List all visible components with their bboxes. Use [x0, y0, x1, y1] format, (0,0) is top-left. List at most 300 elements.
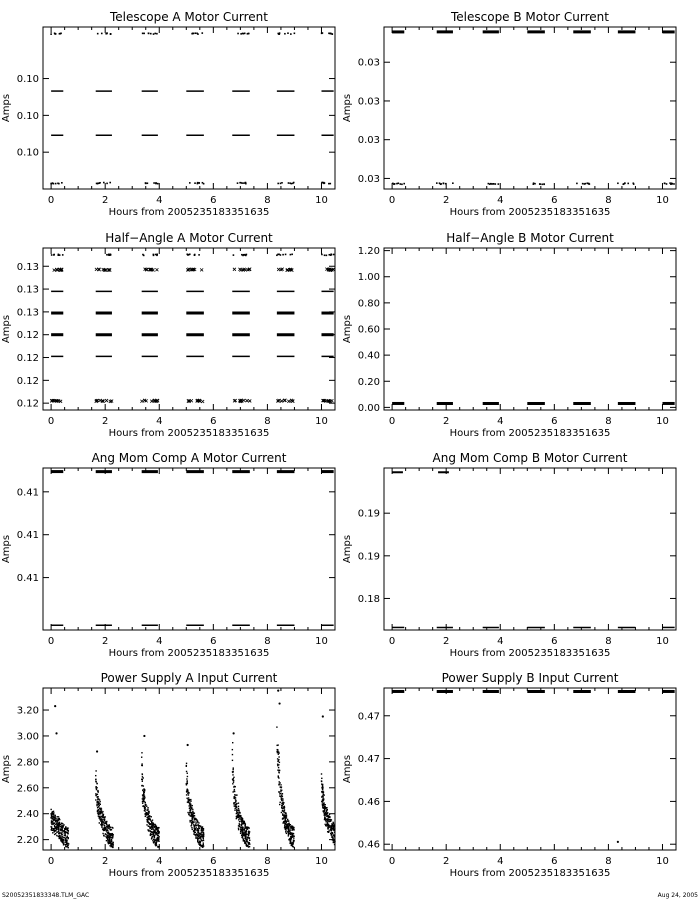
- data-point: [334, 844, 335, 845]
- data-point: [244, 33, 246, 35]
- data-point: [243, 821, 244, 822]
- data-point: [58, 828, 59, 829]
- data-point: [51, 814, 52, 815]
- y-tick-label: 0.40: [357, 350, 380, 362]
- data-point: [488, 183, 490, 185]
- data-point: [278, 33, 280, 35]
- data-point: [238, 806, 239, 807]
- data-point: [105, 822, 106, 823]
- data-point: [61, 832, 62, 833]
- data-point: [440, 183, 442, 185]
- x-tick-label: 10: [656, 195, 669, 206]
- data-point: [242, 826, 243, 827]
- y-tick-label: 0.19: [357, 551, 380, 563]
- plot-frame: [384, 688, 676, 850]
- data-point: [57, 818, 58, 819]
- y-tick-label: 0.00: [357, 402, 380, 414]
- data-point: [53, 269, 56, 272]
- data-point: [324, 810, 325, 811]
- y-tick-label: 0.13: [16, 307, 39, 319]
- data-point: [96, 786, 97, 787]
- data-point: [243, 182, 245, 184]
- data-point: [283, 821, 284, 822]
- data-point: [293, 829, 294, 830]
- data-point: [155, 182, 157, 184]
- data-point: [198, 824, 199, 825]
- data-point: [234, 810, 235, 811]
- x-tick-label: 6: [210, 195, 217, 206]
- data-point: [141, 757, 142, 758]
- data-point: [277, 183, 279, 185]
- data-point: [65, 838, 66, 839]
- data-point: [292, 835, 293, 836]
- data-point: [156, 254, 158, 256]
- plot-frame: [43, 468, 335, 630]
- data-point: [51, 826, 52, 827]
- data-point: [155, 840, 156, 841]
- y-axis-label: Amps: [342, 534, 353, 564]
- data-point: [56, 832, 57, 833]
- data-point: [288, 831, 289, 832]
- data-point: [327, 822, 328, 823]
- data-point: [98, 816, 99, 817]
- data-point: [105, 829, 106, 830]
- data-point: [158, 835, 159, 836]
- data-point: [669, 182, 671, 184]
- data-point: [287, 819, 288, 820]
- chart-title: Half−Angle B Motor Current: [446, 231, 614, 245]
- x-tick-label: 6: [551, 195, 558, 206]
- data-point: [156, 845, 157, 846]
- data-point: [189, 802, 190, 803]
- data-point: [201, 845, 202, 846]
- data-point: [321, 254, 323, 256]
- data-point: [321, 796, 322, 797]
- data-point: [288, 829, 289, 830]
- data-point: [323, 814, 324, 815]
- data-point: [394, 183, 396, 185]
- data-point: [240, 815, 241, 816]
- data-point: [187, 744, 189, 746]
- data-point: [187, 254, 189, 256]
- data-point: [232, 769, 233, 770]
- data-point: [152, 825, 153, 826]
- data-point: [196, 827, 197, 828]
- data-point: [191, 824, 192, 825]
- data-point: [324, 254, 326, 256]
- data-point: [282, 818, 283, 819]
- data-point: [278, 756, 279, 757]
- data-point: [186, 778, 187, 779]
- y-tick-label: 0.47: [357, 754, 380, 766]
- data-point: [62, 830, 63, 831]
- data-point: [200, 833, 201, 834]
- data-point: [143, 777, 144, 778]
- data-point: [196, 834, 197, 835]
- data-point: [287, 400, 290, 403]
- data-point: [241, 829, 242, 830]
- data-point: [141, 765, 142, 766]
- x-tick-label: 6: [551, 856, 558, 867]
- data-point: [52, 817, 53, 818]
- chart-title: Power Supply A Input Current: [100, 671, 278, 685]
- chart-psA: [1, 671, 336, 879]
- data-point: [55, 826, 56, 827]
- y-tick-label: 3.00: [16, 731, 39, 743]
- data-point: [152, 840, 153, 841]
- data-point: [53, 183, 55, 185]
- data-point: [334, 830, 335, 831]
- data-point: [190, 810, 191, 811]
- data-point: [153, 839, 154, 840]
- data-point: [157, 831, 158, 832]
- data-point: [54, 815, 55, 816]
- data-point: [285, 829, 286, 830]
- data-point: [61, 822, 62, 823]
- data-point: [494, 183, 496, 185]
- x-tick-label: 4: [156, 195, 163, 206]
- data-point: [281, 795, 282, 796]
- data-point: [110, 827, 111, 828]
- data-point: [333, 254, 335, 256]
- data-point: [145, 804, 146, 805]
- y-tick-label: 0.12: [16, 353, 39, 365]
- chart-telA: [1, 10, 335, 218]
- y-tick-label: 2.60: [16, 783, 39, 795]
- data-point: [288, 820, 289, 821]
- data-point: [283, 811, 284, 812]
- data-point: [241, 254, 243, 256]
- y-axis-label: Amps: [1, 534, 12, 564]
- data-point: [282, 793, 283, 794]
- data-point: [323, 794, 324, 795]
- data-point: [194, 830, 195, 831]
- x-tick-label: 10: [315, 416, 328, 427]
- data-point: [52, 821, 53, 822]
- data-point: [201, 832, 202, 833]
- data-point: [293, 837, 294, 838]
- y-tick-label: 0.12: [16, 330, 39, 342]
- data-point: [145, 816, 146, 817]
- data-point: [294, 32, 296, 34]
- data-point: [278, 759, 279, 760]
- data-point: [191, 819, 192, 820]
- data-point: [190, 806, 191, 807]
- data-point: [202, 847, 203, 848]
- data-point: [148, 822, 149, 823]
- data-point: [188, 801, 189, 802]
- data-point: [150, 835, 151, 836]
- y-tick-label: 0.03: [357, 135, 380, 147]
- data-point: [246, 254, 248, 256]
- data-point: [148, 812, 149, 813]
- data-point: [280, 784, 281, 785]
- data-point: [97, 801, 98, 802]
- y-axis-label: Amps: [1, 93, 12, 123]
- data-point: [142, 254, 144, 256]
- data-point: [53, 811, 54, 812]
- data-point: [245, 182, 247, 184]
- data-point: [200, 841, 201, 842]
- data-point: [203, 840, 204, 841]
- data-point: [242, 833, 243, 834]
- data-point: [285, 254, 287, 256]
- data-point: [291, 843, 292, 844]
- data-point: [186, 794, 187, 795]
- data-point: [151, 838, 152, 839]
- data-point: [155, 268, 158, 271]
- data-point: [282, 796, 283, 797]
- x-tick-label: 10: [656, 856, 669, 867]
- data-point: [202, 836, 203, 837]
- data-point: [65, 834, 66, 835]
- x-tick-label: 6: [551, 636, 558, 647]
- data-point: [236, 794, 237, 795]
- data-point: [195, 836, 196, 837]
- data-point: [321, 780, 322, 781]
- data-point: [154, 826, 155, 827]
- data-point: [288, 182, 290, 184]
- data-point: [278, 772, 279, 773]
- data-point: [64, 828, 65, 829]
- data-point: [150, 820, 151, 821]
- data-point: [157, 833, 158, 834]
- data-point: [233, 786, 234, 787]
- x-tick-label: 4: [497, 416, 504, 427]
- data-point: [278, 777, 279, 778]
- data-point: [284, 825, 285, 826]
- data-point: [666, 183, 668, 185]
- y-axis-label: Amps: [342, 754, 353, 784]
- data-point: [99, 808, 100, 809]
- data-point: [53, 819, 54, 820]
- data-point: [149, 828, 150, 829]
- data-point: [240, 819, 241, 820]
- data-point: [151, 829, 152, 830]
- data-point: [236, 806, 237, 807]
- y-tick-label: 0.12: [16, 375, 39, 387]
- x-axis-label: Hours from 2005235183351635: [108, 648, 270, 659]
- data-point: [196, 822, 197, 823]
- data-point: [325, 804, 326, 805]
- data-point: [102, 833, 103, 834]
- data-point: [278, 254, 280, 256]
- data-point: [327, 820, 328, 821]
- data-point: [247, 827, 248, 828]
- data-point: [197, 820, 198, 821]
- data-point: [200, 839, 201, 840]
- data-point: [192, 817, 193, 818]
- data-point: [145, 802, 146, 803]
- data-point: [617, 182, 619, 184]
- data-point: [105, 399, 108, 402]
- x-tick-label: 0: [388, 195, 396, 206]
- data-point: [191, 33, 193, 35]
- x-tick-label: 4: [156, 416, 163, 427]
- data-point: [282, 798, 283, 799]
- data-point: [333, 826, 334, 827]
- data-point: [328, 819, 329, 820]
- data-point: [400, 183, 402, 185]
- data-point: [109, 182, 111, 184]
- data-point: [292, 844, 293, 845]
- data-point: [328, 827, 329, 828]
- data-point: [51, 829, 52, 830]
- data-point: [98, 814, 99, 815]
- data-point: [290, 254, 292, 256]
- data-point: [187, 780, 188, 781]
- data-point: [158, 846, 159, 847]
- data-point: [233, 268, 236, 271]
- data-point: [585, 183, 587, 185]
- data-point: [279, 791, 280, 792]
- data-point: [156, 828, 157, 829]
- data-point: [146, 812, 147, 813]
- data-point: [63, 824, 64, 825]
- chart-psB: [342, 671, 676, 879]
- plot-frame: [384, 248, 676, 410]
- x-axis-label: Hours from 2005235183351635: [108, 207, 270, 218]
- data-point: [196, 825, 197, 826]
- data-point: [97, 790, 98, 791]
- data-point: [286, 833, 287, 834]
- data-point: [321, 783, 322, 784]
- data-point: [197, 182, 199, 184]
- y-tick-label: 0.20: [357, 376, 380, 388]
- y-tick-label: 0.80: [357, 298, 380, 310]
- x-axis-label: Hours from 2005235183351635: [108, 868, 270, 879]
- footer-date: Aug 24, 2005: [657, 892, 698, 899]
- data-point: [55, 33, 57, 35]
- data-point: [59, 833, 60, 834]
- data-point: [294, 836, 295, 837]
- data-point: [243, 823, 244, 824]
- data-point: [187, 790, 188, 791]
- data-point: [106, 828, 107, 829]
- data-point: [98, 803, 99, 804]
- data-point: [147, 820, 148, 821]
- data-point: [60, 33, 62, 35]
- data-point: [186, 791, 187, 792]
- data-point: [106, 830, 107, 831]
- data-point: [279, 781, 280, 782]
- data-point: [55, 833, 56, 834]
- data-point: [106, 826, 107, 827]
- y-tick-label: 3.20: [16, 705, 39, 717]
- data-point: [246, 840, 247, 841]
- data-point: [330, 828, 331, 829]
- data-point: [240, 828, 241, 829]
- data-point: [278, 784, 279, 785]
- data-point: [248, 33, 250, 35]
- data-point: [142, 33, 144, 35]
- data-point: [156, 842, 157, 843]
- data-point: [202, 829, 203, 830]
- data-point: [64, 829, 65, 830]
- x-tick-label: 10: [315, 856, 328, 867]
- data-point: [187, 812, 188, 813]
- data-point: [326, 807, 327, 808]
- data-point: [146, 824, 147, 825]
- data-point: [622, 183, 624, 185]
- data-point: [243, 829, 244, 830]
- data-point: [147, 807, 148, 808]
- data-point: [279, 802, 280, 803]
- data-point: [198, 834, 199, 835]
- data-point: [283, 802, 284, 803]
- data-point: [329, 254, 331, 256]
- data-point: [282, 800, 283, 801]
- data-point: [401, 183, 403, 185]
- data-point: [233, 254, 235, 256]
- data-point: [186, 771, 187, 772]
- data-point: [241, 821, 242, 822]
- data-point: [60, 828, 61, 829]
- data-point: [111, 839, 112, 840]
- data-point: [238, 810, 239, 811]
- data-point: [238, 802, 239, 803]
- data-point: [195, 838, 196, 839]
- data-point: [186, 763, 187, 764]
- data-point: [147, 809, 148, 810]
- data-point: [285, 830, 286, 831]
- data-point: [193, 824, 194, 825]
- data-point: [445, 183, 447, 185]
- data-point: [153, 828, 154, 829]
- data-point: [66, 837, 67, 838]
- data-point: [194, 815, 195, 816]
- data-point: [281, 799, 282, 800]
- data-point: [248, 833, 249, 834]
- data-point: [292, 828, 293, 829]
- data-point: [97, 799, 98, 800]
- data-point: [106, 837, 107, 838]
- data-point: [238, 819, 239, 820]
- data-point: [328, 817, 329, 818]
- data-point: [149, 815, 150, 816]
- data-point: [103, 835, 104, 836]
- data-point: [187, 789, 188, 790]
- x-tick-label: 4: [497, 856, 504, 867]
- data-point: [202, 826, 203, 827]
- data-point: [147, 829, 148, 830]
- data-point: [98, 811, 99, 812]
- data-point: [99, 822, 100, 823]
- data-point: [142, 779, 143, 780]
- data-point: [143, 791, 144, 792]
- data-point: [331, 33, 333, 35]
- data-point: [281, 803, 282, 804]
- data-point: [146, 814, 147, 815]
- data-point: [236, 817, 237, 818]
- data-point: [195, 823, 196, 824]
- data-point: [149, 818, 150, 819]
- data-point: [284, 33, 286, 35]
- data-point: [333, 840, 334, 841]
- data-point: [195, 819, 196, 820]
- data-point: [324, 808, 325, 809]
- data-point: [67, 827, 68, 828]
- data-point: [143, 794, 144, 795]
- data-point: [632, 182, 634, 184]
- data-point: [109, 838, 110, 839]
- data-point: [443, 182, 445, 184]
- data-point: [624, 182, 626, 184]
- data-point: [277, 761, 278, 762]
- data-point: [50, 809, 51, 810]
- data-point: [109, 254, 111, 256]
- data-point: [232, 774, 233, 775]
